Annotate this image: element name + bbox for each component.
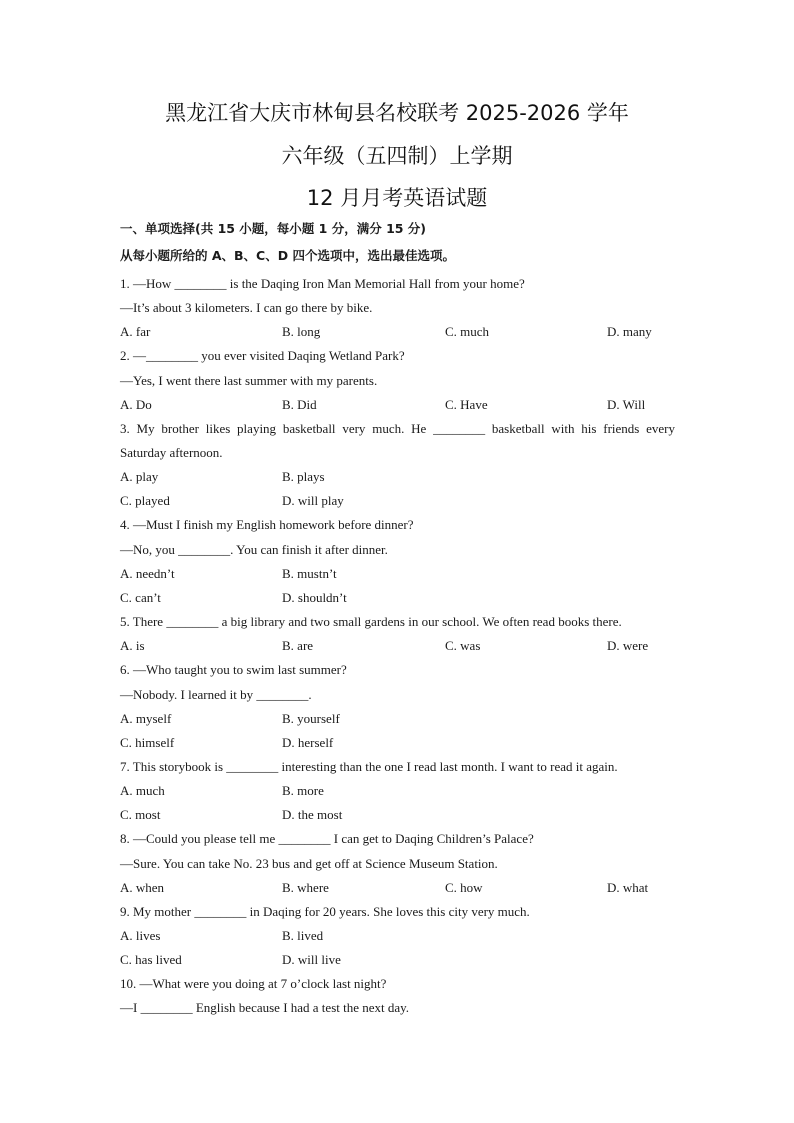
section-instruction: 从每小题所给的 A、B、C、D 四个选项中，选出最佳选项。 — [120, 248, 455, 263]
question-6-option-a: A. myself — [120, 711, 172, 726]
question-1-option-c: C. much — [445, 324, 490, 339]
question-6-line-2: —Nobody. I learned it by ________. — [120, 687, 312, 702]
exam-title-line-2: 六年级（五四制）上学期 — [281, 144, 513, 168]
question-7-option-b: B. more — [282, 783, 324, 798]
question-2-option-b: B. Did — [282, 397, 317, 412]
question-10-line-2: —I ________ English because I had a test the next day. — [120, 1000, 410, 1015]
question-3-option-a: A. play — [120, 469, 159, 484]
question-9-option-b: B. lived — [282, 928, 324, 943]
question-5-option-c: C. was — [445, 638, 481, 653]
question-8-option-d: D. what — [607, 880, 649, 895]
question-2-option-a: A. Do — [120, 397, 152, 412]
question-5-option-b: B. are — [282, 638, 314, 653]
question-1-line-2: —It’s about 3 kilometers. I can go there by bike. — [120, 300, 373, 315]
question-4-line-1: 4. —Must I finish my English homework before dinner? — [120, 517, 414, 532]
question-8-option-a: A. when — [120, 880, 165, 895]
question-4-option-c: C. can’t — [120, 590, 161, 605]
question-7-option-c: C. most — [120, 807, 161, 822]
exam-title-line-1: 黑龙江省大庆市林甸县名校联考 2025-2026 学年 — [165, 101, 629, 125]
question-6-option-d: D. herself — [282, 735, 334, 750]
question-8-line-1: 8. —Could you please tell me ________ I can get to Daqing Children’s Palace? — [120, 831, 534, 846]
question-8-line-2: —Sure. You can take No. 23 bus and get off at Science Museum Station. — [120, 856, 498, 871]
question-7-line-1: 7. This storybook is ________ interesting than the one I read last month. I want to read it again. — [120, 759, 618, 774]
question-1-option-a: A. far — [120, 324, 151, 339]
question-4-option-d: D. shouldn’t — [282, 590, 347, 605]
question-1-line-1: 1. —How ________ is the Daqing Iron Man Memorial Hall from your home? — [120, 276, 525, 291]
question-4-option-a: A. needn’t — [120, 566, 175, 581]
question-2-option-d: D. Will — [607, 397, 646, 412]
question-9-option-d: D. will live — [282, 952, 341, 967]
question-3-option-b: B. plays — [282, 469, 325, 484]
question-10-line-1: 10. —What were you doing at 7 o’clock last night? — [120, 976, 387, 991]
section-heading: 一、单项选择(共 15 小题，每小题 1 分，满分 15 分) — [120, 221, 427, 236]
question-2-line-2: —Yes, I went there last summer with my parents. — [120, 373, 378, 388]
question-1-option-b: B. long — [282, 324, 321, 339]
question-9-option-c: C. has lived — [120, 952, 182, 967]
question-5-line-1: 5. There ________ a big library and two small gardens in our school. We often read books there. — [120, 614, 622, 629]
question-4-line-2: —No, you ________. You can finish it after dinner. — [120, 542, 388, 557]
question-3-line-1: 3. My brother likes playing basketball very much. He ________ basketball with his friends every — [120, 421, 675, 436]
question-7-option-a: A. much — [120, 783, 165, 798]
question-6-option-b: B. yourself — [282, 711, 340, 726]
exam-title-line-3: 12 月月考英语试题 — [306, 186, 488, 210]
question-4-option-b: B. mustn’t — [282, 566, 337, 581]
question-3-option-d: D. will play — [282, 493, 344, 508]
question-5-option-d: D. were — [607, 638, 649, 653]
question-1-option-d: D. many — [607, 324, 652, 339]
question-7-option-d: D. the most — [282, 807, 343, 822]
question-9-line-1: 9. My mother ________ in Daqing for 20 years. She loves this city very much. — [120, 904, 530, 919]
question-6-line-1: 6. —Who taught you to swim last summer? — [120, 662, 347, 677]
question-2-line-1: 2. —________ you ever visited Daqing Wetland Park? — [120, 348, 405, 363]
question-8-option-b: B. where — [282, 880, 329, 895]
question-3-option-c: C. played — [120, 493, 170, 508]
question-2-option-c: C. Have — [445, 397, 488, 412]
question-8-option-c: C. how — [445, 880, 483, 895]
question-6-option-c: C. himself — [120, 735, 175, 750]
question-3-line-2: Saturday afternoon. — [120, 445, 223, 460]
question-5-option-a: A. is — [120, 638, 145, 653]
question-9-option-a: A. lives — [120, 928, 161, 943]
